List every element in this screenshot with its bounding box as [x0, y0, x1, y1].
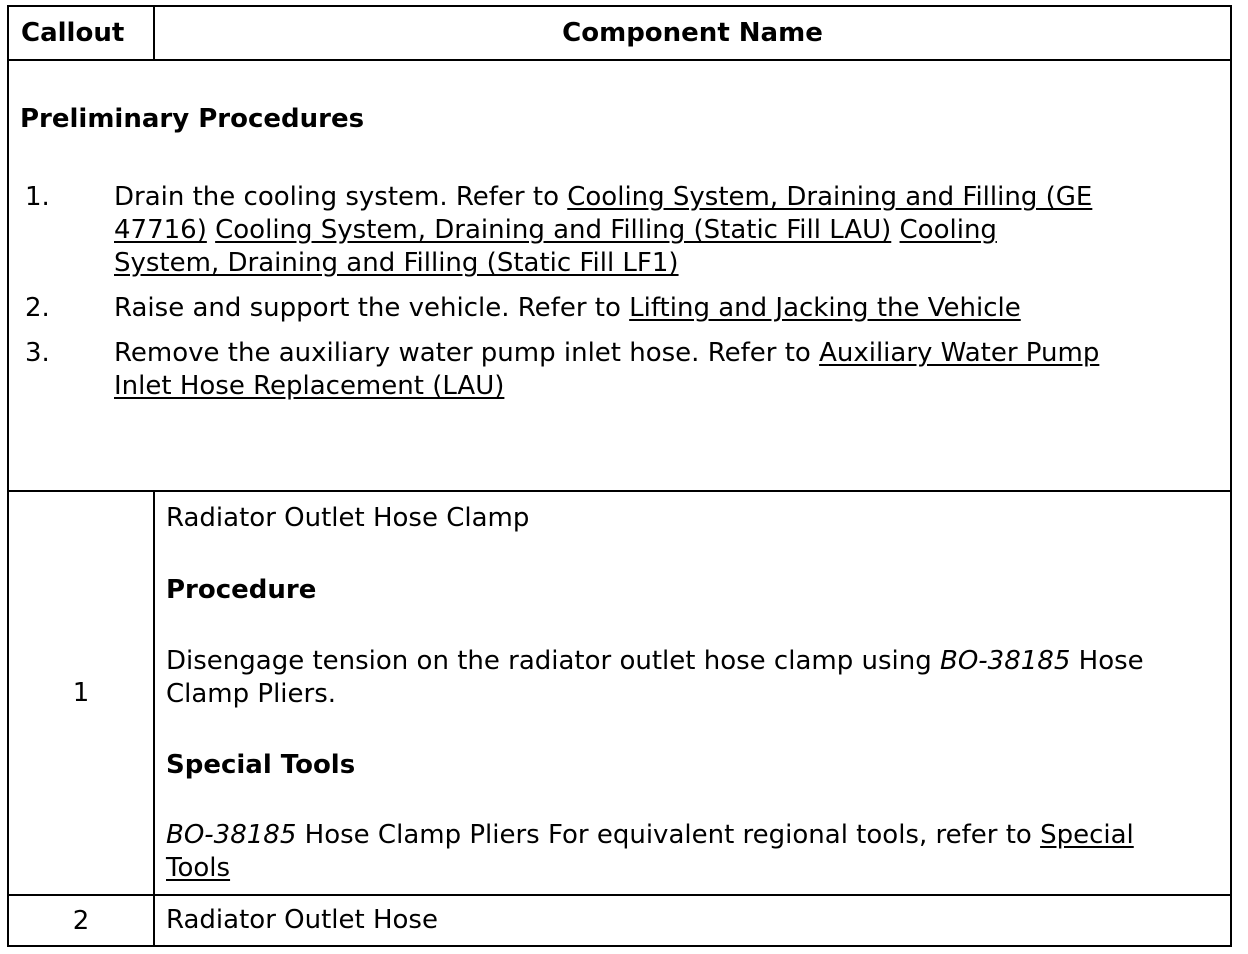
callout-number: 2 — [9, 896, 155, 945]
link-auxiliary-water-pump-inlet-hose[interactable]: Auxiliary Water Pump Inlet Hose Replacement (LAU) — [114, 338, 1100, 401]
link-cooling-system-static-fill-lau[interactable]: Cooling System, Draining and Filling (Static Fill LAU) — [215, 215, 892, 245]
component-name: Radiator Outlet Hose Clamp — [166, 503, 530, 533]
step-text: Remove the auxiliary water pump inlet hose. Refer to — [114, 338, 811, 368]
step-text: Raise and support the vehicle. Refer to — [114, 293, 621, 323]
procedure-text-post: Hose Clamp Pliers. — [166, 646, 1144, 709]
table-row — [9, 896, 1230, 945]
link-special-tools[interactable]: Special Tools — [166, 820, 1134, 883]
special-tools-heading: Special Tools — [166, 750, 356, 780]
step-3 — [20, 337, 1100, 403]
step-2 — [20, 292, 1100, 325]
link-cooling-system-static-fill-lf1[interactable]: Cooling System, Draining and Filling (Static Fill LF1) — [114, 215, 997, 278]
step-number: 3. — [25, 338, 50, 368]
component-cell — [155, 492, 1230, 894]
table-row — [9, 492, 1230, 896]
link-cooling-system-ge-47716[interactable]: Cooling System, Draining and Filling (GE 47716) — [114, 182, 1093, 245]
procedure-text-pre: Disengage tension on the radiator outlet hose clamp using — [166, 646, 932, 676]
tool-number: BO-38185 — [166, 820, 297, 850]
callout-column-header: Callout — [9, 7, 155, 59]
component-name: Radiator Outlet Hose — [166, 905, 438, 935]
table-header-row — [9, 7, 1230, 61]
step-1 — [20, 181, 1100, 280]
component-name-column-header: Component Name — [562, 18, 823, 48]
special-tools-text — [166, 819, 1206, 885]
callout-number: 1 — [9, 492, 155, 894]
special-tools-description: Hose Clamp Pliers For equivalent regional tools, refer to — [304, 820, 1032, 850]
preliminary-procedures-heading: Preliminary Procedures — [20, 104, 365, 134]
step-number: 1. — [25, 182, 50, 212]
procedure-heading: Procedure — [166, 575, 317, 605]
link-lifting-and-jacking[interactable]: Lifting and Jacking the Vehicle — [629, 293, 1021, 323]
component-table — [7, 5, 1232, 947]
procedure-text — [166, 645, 1206, 711]
step-text: Drain the cooling system. Refer to — [114, 182, 559, 212]
step-number: 2. — [25, 293, 50, 323]
tool-number: BO-38185 — [939, 646, 1071, 676]
preliminary-procedures-row — [9, 61, 1230, 492]
preliminary-steps-list — [20, 181, 1100, 415]
